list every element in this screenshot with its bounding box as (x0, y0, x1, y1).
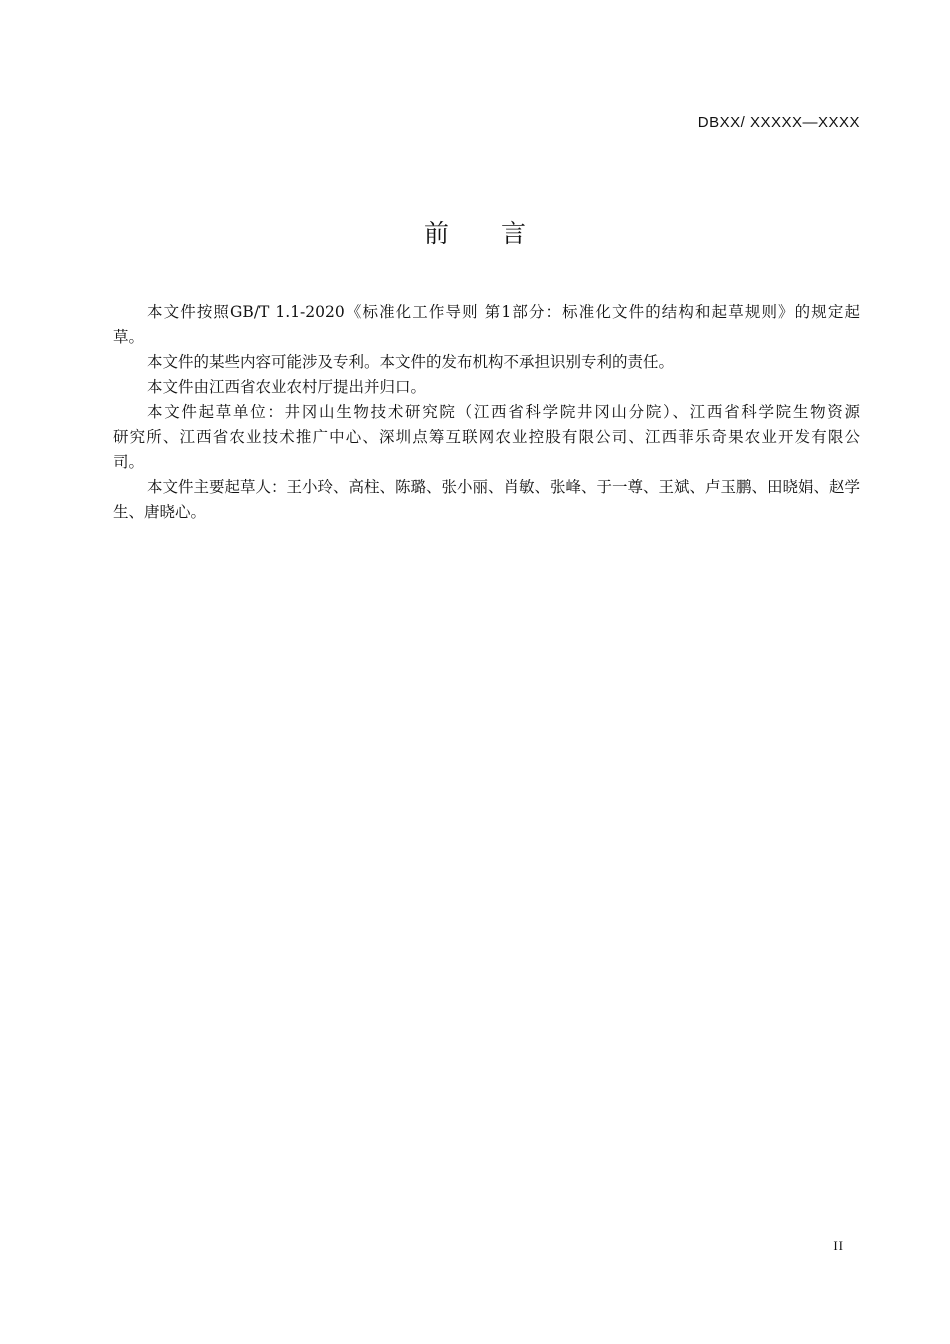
document-code: DBXX/ XXXXX—XXXX (697, 114, 860, 131)
paragraph-patent-notice (113, 350, 860, 375)
page-number: II (833, 1238, 844, 1253)
foreword-body (113, 300, 860, 525)
title-char-2: 言 (501, 219, 527, 248)
paragraph-line: 本文件由江西省农业农村厅提出并归口。 (147, 378, 427, 396)
paragraph-drafting-units (113, 400, 860, 475)
paragraph-line: 草。 (113, 328, 145, 346)
paragraph-line: 本文件主要起草人：王小玲、高柱、陈璐、张小丽、肖敏、张峰、于一尊、王斌、卢玉鹏、田晓娟、赵学 (147, 478, 860, 496)
paragraph-line: 本文件按照GB/T 1.1-2020《标准化工作导则 第1部分：标准化文件的结构和起草规则》的规定起 (147, 303, 860, 321)
title-char-1: 前 (423, 219, 449, 248)
paragraph-line: 生、唐晓心。 (113, 503, 207, 521)
paragraph-standard-basis (113, 300, 860, 350)
paragraph-line: 本文件的某些内容可能涉及专利。本文件的发布机构不承担识别专利的责任。 (147, 353, 675, 371)
paragraph-proposer (113, 375, 860, 400)
paragraph-line: 司。 (113, 453, 145, 471)
page-title (0, 214, 950, 250)
paragraph-line: 本文件起草单位：井冈山生物技术研究院（江西省科学院井冈山分院）、江西省科学院生物资源 (147, 403, 860, 421)
paragraph-line: 研究所、江西省农业技术推广中心、深圳点筹互联网农业控股有限公司、江西菲乐奇果农业开发有限公 (113, 428, 860, 446)
paragraph-drafters (113, 475, 860, 525)
